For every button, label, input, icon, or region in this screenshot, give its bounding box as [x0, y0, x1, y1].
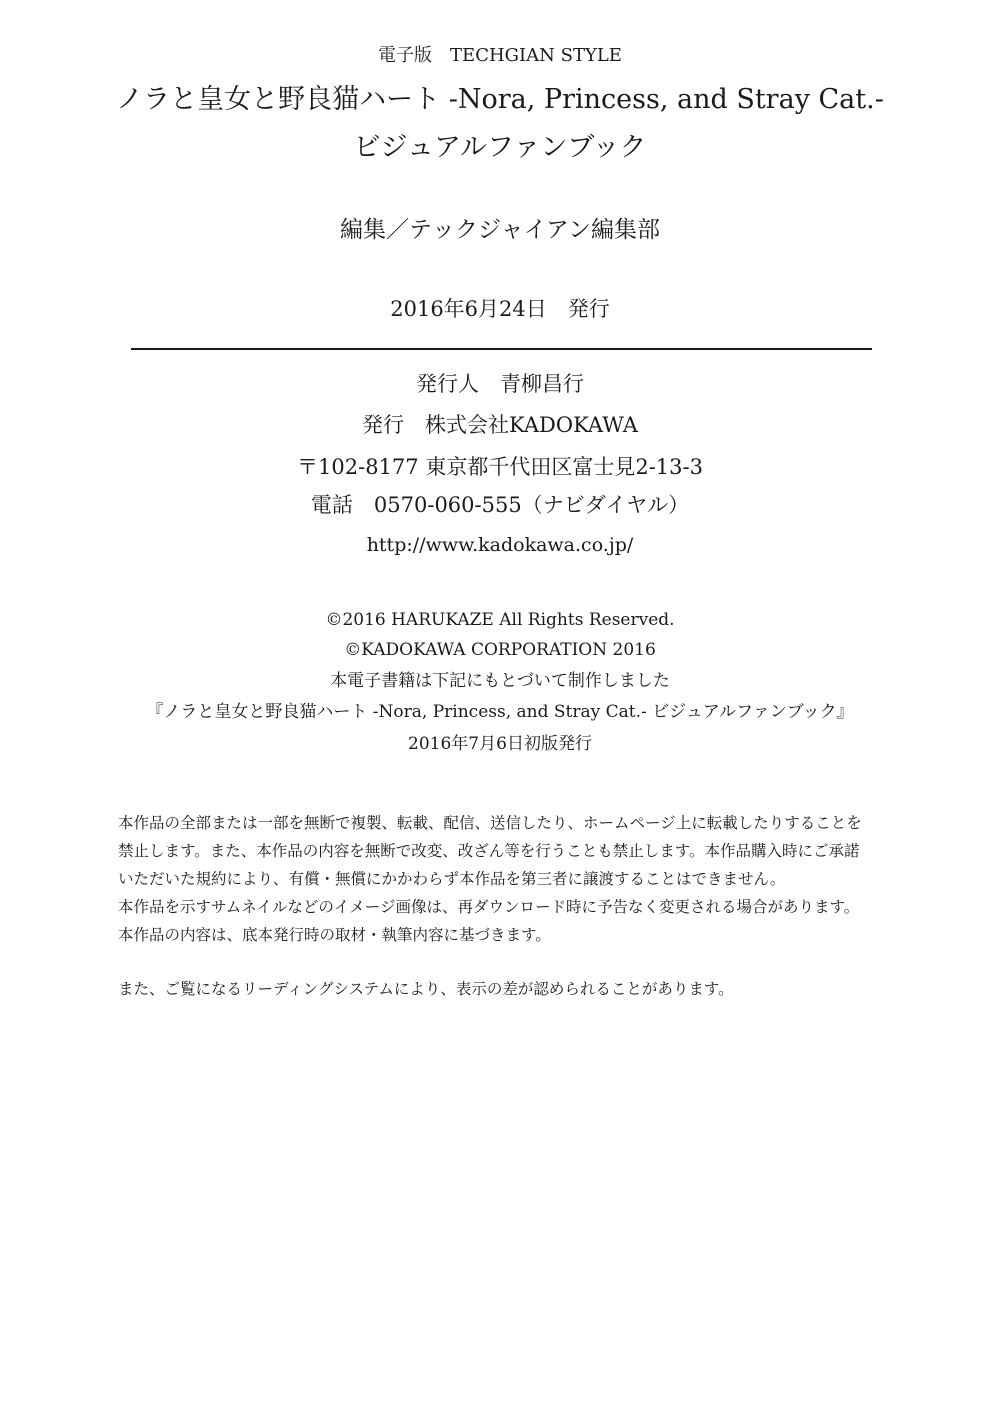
- notice-line: いただいた規約により、有償・無償にかかわらず本作品を第三者に譲渡することはできません。: [118, 870, 786, 888]
- issue-date: 2016年6月24日 発行: [390, 297, 610, 321]
- publisher-phone: 電話 0570-060-555（ナビダイヤル）: [310, 493, 690, 517]
- publisher-address: 〒102-8177 東京都千代田区富士見2-13-3: [297, 455, 703, 479]
- editor-credit: 編集／テックジャイアン編集部: [340, 217, 660, 243]
- notice-line: また、ご覧になるリーディングシステムにより、表示の差が認められることがあります。: [118, 980, 734, 998]
- book-subtitle: ビジュアルファンブック: [353, 132, 647, 163]
- publisher-company: 発行 株式会社KADOKAWA: [362, 413, 638, 437]
- notice-line: 本作品の全部または一部を無断で複製、転載、配信、送信したり、ホームページ上に転載したりすることを: [118, 814, 862, 832]
- source-note: 本電子書籍は下記にもとづいて制作しました: [330, 671, 670, 691]
- copyright-line: ©2016 HARUKAZE All Rights Reserved.: [325, 610, 675, 630]
- publisher-url: http://www.kadokawa.co.jp/: [366, 534, 634, 556]
- edition-label: 電子版 TECHGIAN STYLE: [378, 45, 622, 66]
- source-title: 『ノラと皇女と野良猫ハート -Nora, Princess, and Stray Cat.- ビジュアルファンブック』: [146, 702, 854, 722]
- publisher-person: 発行人 青柳昌行: [416, 372, 584, 396]
- source-date: 2016年7月6日初版発行: [408, 734, 592, 754]
- book-title: ノラと皇女と野良猫ハート -Nora, Princess, and Stray Cat.-: [116, 84, 884, 115]
- notice-line: 本作品を示すサムネイルなどのイメージ画像は、再ダウンロード時に予告なく変更される場合があります。: [118, 898, 860, 916]
- copyright-line: ©KADOKAWA CORPORATION 2016: [344, 640, 656, 660]
- notice-line: 禁止します。また、本作品の内容を無断で改変、改ざん等を行うことも禁止します。本作品購入時にご承諾: [118, 842, 860, 860]
- notice-line: 本作品の内容は、底本発行時の取材・執筆内容に基づきます。: [118, 926, 551, 944]
- divider-rule: [131, 348, 872, 350]
